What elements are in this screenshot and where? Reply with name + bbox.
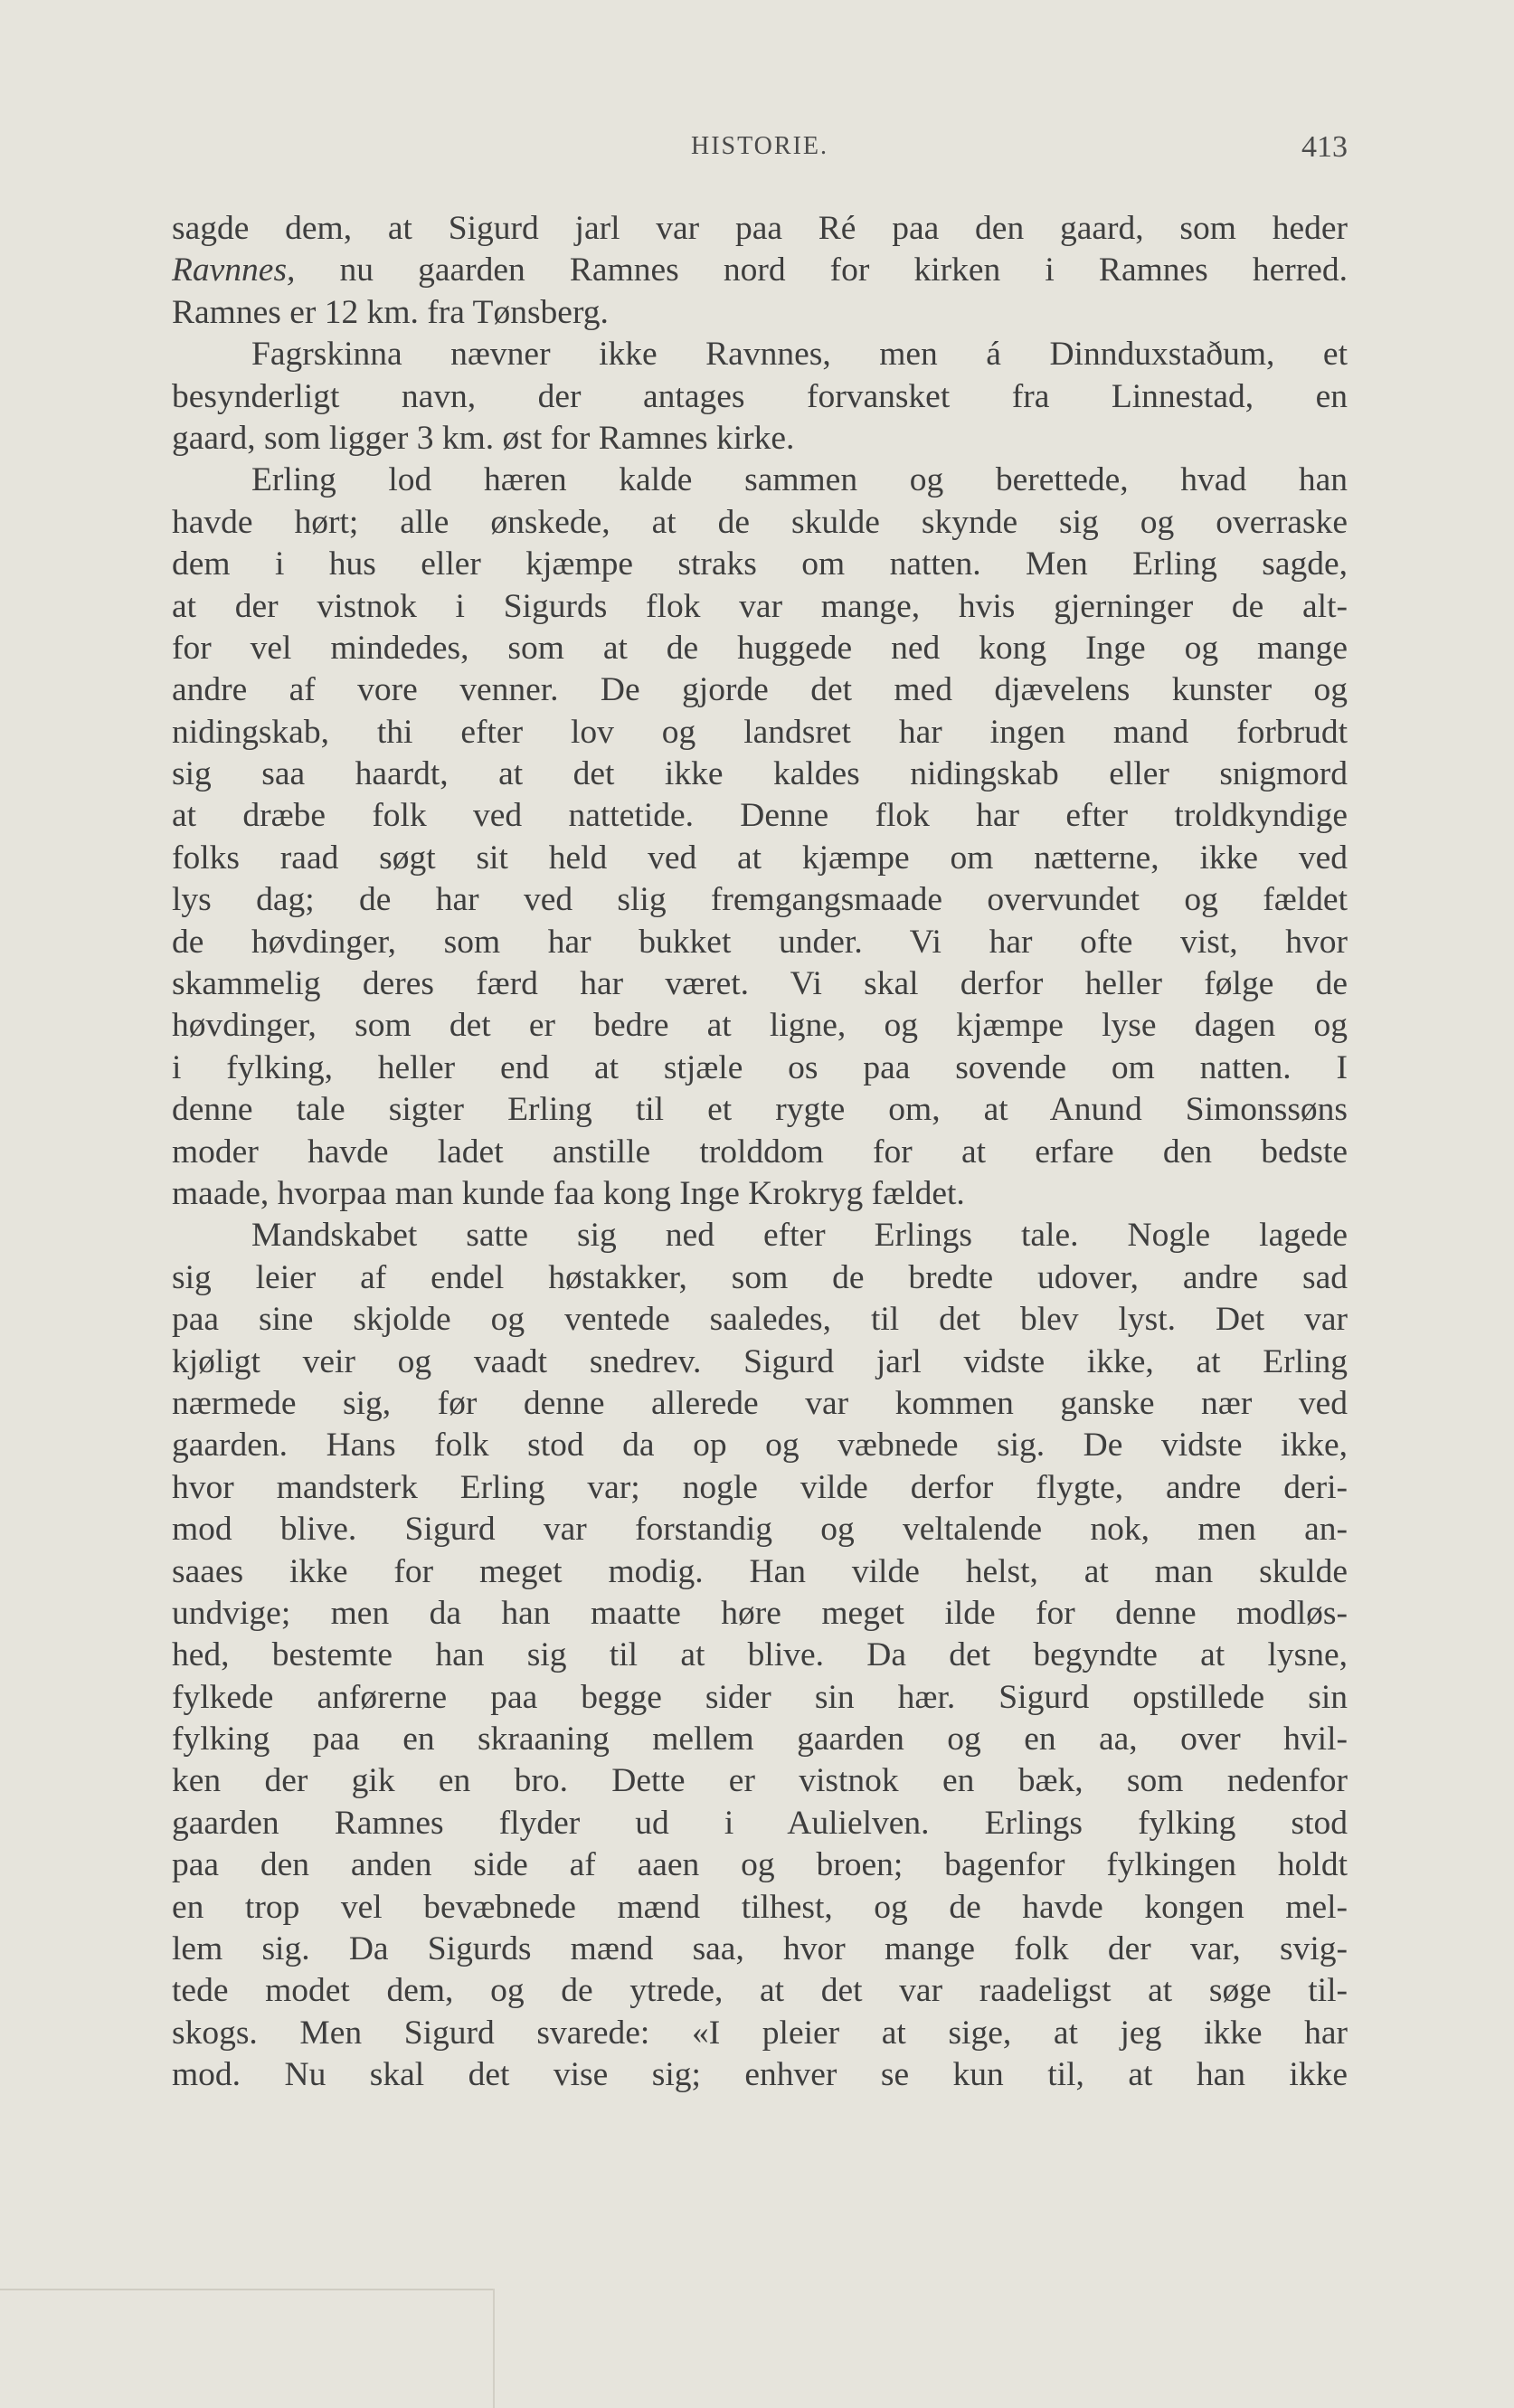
text-line: Erling lod hæren kalde sammen og berettede, hvad han [251, 461, 1348, 499]
text-line: hed, bestemte han sig til at blive. Da det begyndte at lysne, [172, 1636, 1348, 1674]
text-line: fylking paa en skraaning mellem gaarden og en aa, over hvil- [172, 1721, 1348, 1759]
italic-place-name: Ravnnes, [172, 251, 296, 289]
text-line: for vel mindedes, som at de huggede ned kong Inge og mange [172, 629, 1348, 667]
text-line: høvdinger, som det er bedre at ligne, og kjæmpe lyse dagen og [172, 1007, 1348, 1045]
text-line: maade, hvorpaa man kunde faa kong Inge Krokryg fældet. [172, 1174, 965, 1212]
text-line: folks raad søgt sit held ved at kjæmpe om nætterne, ikke ved [172, 839, 1348, 877]
text-line: ken der gik en bro. Dette er vistnok en bæk, som nedenfor [172, 1762, 1348, 1800]
text-line: gaarden. Hans folk stod da op og væbnede sig. De vidste ikke, [172, 1427, 1348, 1465]
text-line: skammelig deres færd har været. Vi skal derfor heller følge de [172, 965, 1348, 1003]
text-line: moder havde ladet anstille trolddom for at erfare den bedste [172, 1133, 1348, 1171]
scan-edge-mark [493, 2289, 495, 2408]
text-line: de høvdinger, som har bukket under. Vi har ofte vist, hvor [172, 923, 1348, 961]
text-line: en trop vel bevæbnede mænd tilhest, og de havde kongen mel- [172, 1888, 1348, 1926]
text-line: Ramnes er 12 km. fra Tønsberg. [172, 293, 609, 331]
text-line: Fagrskinna nævner ikke Ravnnes, men á Dinnduxstaðum, et [251, 336, 1348, 374]
scan-edge-line [0, 2289, 493, 2290]
running-title: HISTORIE. [690, 132, 829, 160]
text-line: mod. Nu skal det vise sig; enhver se kun til, at han ikke [172, 2056, 1348, 2094]
text-line: skogs. Men Sigurd svarede: «I pleier at sige, at jeg ikke har [172, 2014, 1348, 2052]
text-line: sig saa haardt, at det ikke kaldes nidingskab eller snigmord [172, 755, 1348, 793]
text-line: gaarden Ramnes flyder ud i Aulielven. Erlings fylking stod [172, 1804, 1348, 1842]
text-line: lem sig. Da Sigurds mænd saa, hvor mange folk der var, svig- [172, 1930, 1348, 1968]
text-line: Mandskabet satte sig ned efter Erlings tale. Nogle lagede [251, 1217, 1348, 1255]
text-line: mod blive. Sigurd var forstandig og veltalende nok, men an- [172, 1511, 1348, 1549]
text-line: paa sine skjolde og ventede saaledes, til det blev lyst. Det var [172, 1301, 1348, 1339]
text-line: hvor mandsterk Erling var; nogle vilde derfor flygte, andre deri- [172, 1468, 1348, 1506]
text-line: besynderligt navn, der antages forvansket fra Linnestad, en [172, 377, 1348, 415]
text-line: dem i hus eller kjæmpe straks om natten. Men Erling sagde, [172, 545, 1348, 583]
text-line: undvige; men da han maatte høre meget ilde for denne modløs- [172, 1594, 1348, 1632]
text-line: tede modet dem, og de ytrede, at det var raadeligst at søge til- [172, 1972, 1348, 2010]
text-line: sig leier af endel høstakker, som de bredte udover, andre sad [172, 1258, 1348, 1296]
text-line: havde hørt; alle ønskede, at de skulde skynde sig og overraske [172, 503, 1348, 541]
text-line: at dræbe folk ved nattetide. Denne flok har efter troldkyndige [172, 797, 1348, 835]
text-line: denne tale sigter Erling til et rygte om, at Anund Simonssøns [172, 1091, 1348, 1129]
text-line: paa den anden side af aaen og broen; bagenfor fylkingen holdt [172, 1846, 1348, 1884]
text-line: nidingskab, thi efter lov og landsret har ingen mand forbrudt [172, 713, 1348, 751]
text-line: saaes ikke for meget modig. Han vilde helst, at man skulde [172, 1552, 1348, 1590]
line-text: nu gaarden Ramnes nord for kirken i Ramnes herred. [295, 251, 1348, 289]
body-text [172, 208, 1348, 2097]
text-line: sagde dem, at Sigurd jarl var paa Ré paa den gaard, som heder [172, 210, 1348, 247]
text-line: andre af vore venner. De gjorde det med djævelens kunster og [172, 671, 1348, 709]
text-line [172, 250, 1348, 291]
text-line: gaard, som ligger 3 km. øst for Ramnes kirke. [172, 419, 795, 457]
text-line: nærmede sig, før denne allerede var kommen ganske nær ved [172, 1384, 1348, 1422]
text-line: at der vistnok i Sigurds flok var mange, hvis gjerninger de alt- [172, 587, 1348, 625]
running-head [172, 132, 1348, 168]
text-line: lys dag; de har ved slig fremgangsmaade overvundet og fældet [172, 881, 1348, 919]
page-number: 413 [1301, 130, 1348, 164]
text-line: i fylking, heller end at stjæle os paa sovende om natten. I [172, 1048, 1348, 1086]
text-line: fylkede anførerne paa begge sider sin hær. Sigurd opstillede sin [172, 1678, 1348, 1716]
text-line: kjøligt veir og vaadt snedrev. Sigurd jarl vidste ikke, at Erling [172, 1342, 1348, 1380]
